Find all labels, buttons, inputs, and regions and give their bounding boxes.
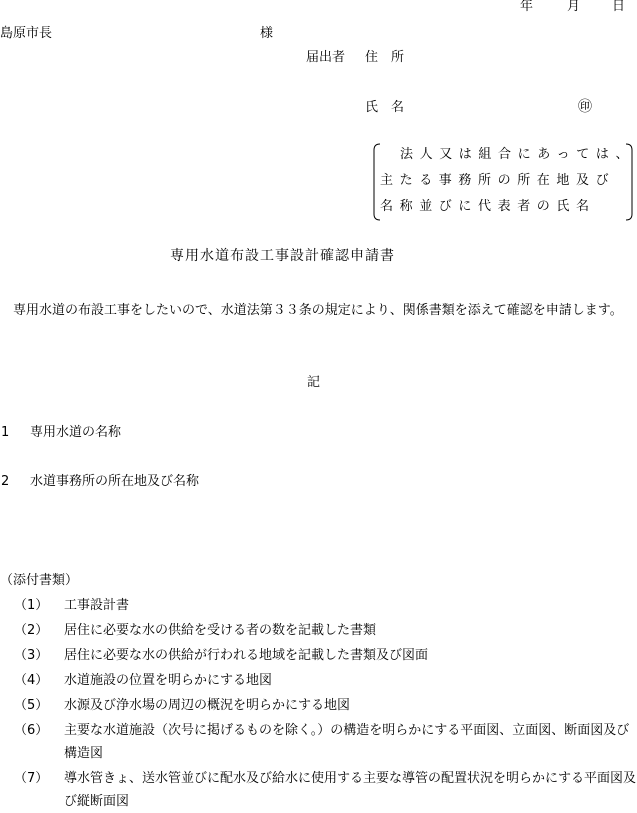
attachment-text-1: 工事設計書	[64, 598, 130, 613]
attachment-text-2: 居住に必要な水の供給を受ける者の数を記載した書類	[64, 623, 377, 638]
attachment-text-3: 居住に必要な水の供給が行われる地域を記載した書類及び図面	[64, 648, 429, 663]
applicant-address-label: 住 所	[365, 50, 405, 65]
attachments-heading: （添付書類）	[0, 573, 79, 588]
application-body: 専用水道の布設工事をしたいので、水道法第３３条の規定により、関係書類を添えて確認を申請します。	[13, 303, 623, 318]
recipient-name: 島原市長	[0, 26, 53, 41]
item-label-1: 専用水道の名称	[30, 425, 122, 440]
attachment-number-6: （6）	[14, 723, 49, 738]
attachment-text-5: 水源及び浄水場の周辺の概況を明らかにする地図	[64, 698, 351, 713]
item-number-2: 2	[1, 474, 10, 489]
document-title: 専用水道布設工事設計確認申請書	[170, 248, 395, 264]
attachment-text-7: 導水管きょ、送水管並びに配水及び給水に使用する主要な導管の配置状況を明らかにする平面図及び縦断面図	[64, 771, 637, 809]
recipient-honorific: 様	[260, 26, 274, 41]
corporation-note	[372, 143, 634, 221]
attachment-number-3: （3）	[14, 648, 49, 663]
seal-mark: ㊞	[578, 99, 592, 115]
attachment-text-4: 水道施設の位置を明らかにする地図	[64, 673, 273, 688]
item-number-1: 1	[1, 425, 10, 440]
date-line	[0, 0, 637, 16]
date-month-label: 月	[567, 0, 581, 14]
attachment-number-1: （1）	[14, 598, 49, 613]
attachment-number-4: （4）	[14, 673, 49, 688]
date-day-label: 日	[612, 0, 626, 14]
corporation-note-line-3: 名称並びに代表者の氏名	[380, 199, 596, 214]
ki-heading: 記	[307, 375, 321, 390]
attachment-number-2: （2）	[14, 623, 49, 638]
corporation-note-line-2: 主たる事務所の所在地及び	[380, 173, 616, 188]
corporation-note-line-1: 法人又は組合にあっては、	[400, 147, 636, 162]
attachment-text-6: 主要な水道施設（次号に掲げるものを除く。）の構造を明らかにする平面図、立面図、断面図及び構造図	[64, 723, 630, 761]
item-label-2: 水道事務所の所在地及び名称	[30, 474, 200, 489]
date-year-label: 年	[520, 0, 534, 14]
applicant-label: 届出者	[306, 50, 346, 65]
applicant-name-label: 氏 名	[365, 100, 405, 115]
attachment-number-7: （7）	[14, 771, 49, 786]
attachment-number-5: （5）	[14, 698, 49, 713]
